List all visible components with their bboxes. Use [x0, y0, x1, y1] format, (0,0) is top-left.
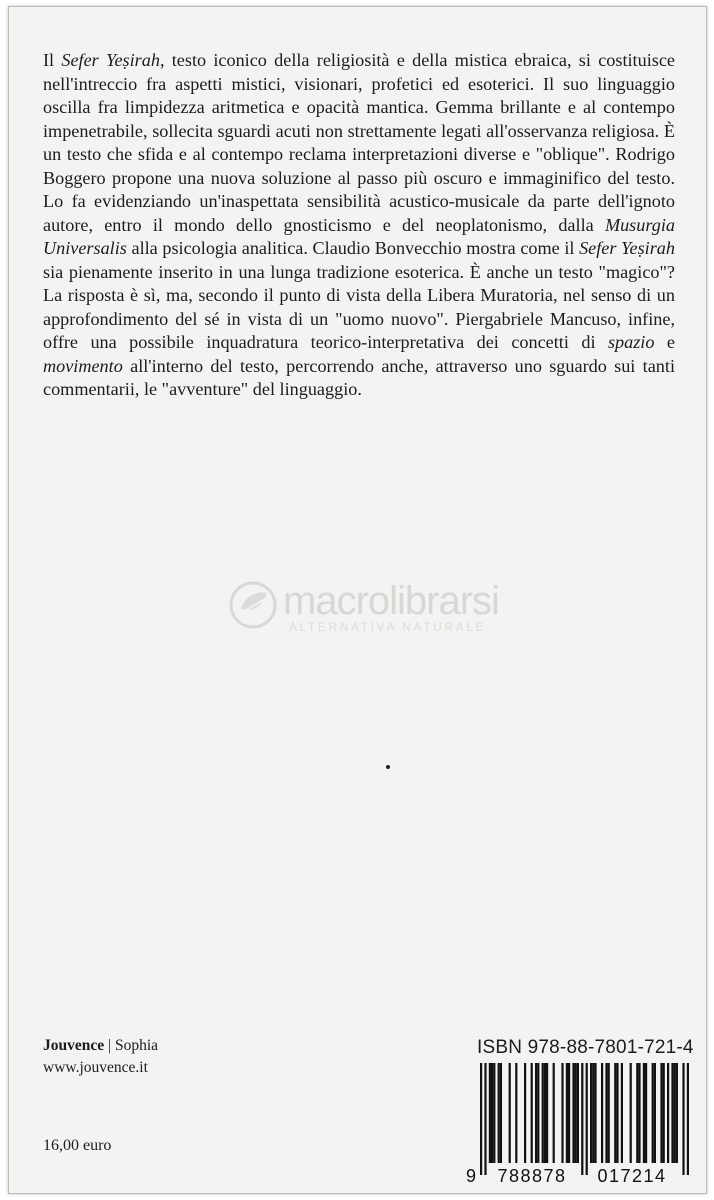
barcode-bar	[581, 1063, 583, 1175]
barcode-digit-first: 9	[466, 1166, 477, 1185]
blurb-text: all'interno del testo, percorrendo anche, attraverso uno sguardo sui tanti commentarii, le "avventure" del linguaggio.	[43, 355, 675, 399]
barcode-bar	[608, 1063, 610, 1163]
barcode-bar	[630, 1063, 632, 1163]
barcode-bar	[544, 1063, 546, 1163]
barcode-bar	[594, 1063, 596, 1163]
book-back-cover	[8, 6, 707, 1194]
barcode-bar	[489, 1063, 491, 1163]
printed-dot	[386, 765, 390, 769]
barcode-bar	[586, 1063, 588, 1175]
publisher-line	[43, 1035, 158, 1057]
blurb-text: e	[654, 332, 676, 352]
barcode-bar	[652, 1063, 654, 1163]
barcode-bar	[524, 1063, 526, 1163]
blurb-term: spazio	[607, 332, 655, 352]
barcode-bar	[484, 1063, 486, 1175]
barcode-bar	[491, 1063, 493, 1163]
barcode-bar	[636, 1063, 638, 1163]
barcode-bar	[687, 1063, 689, 1175]
barcode-bar	[654, 1063, 656, 1163]
barcode-bar	[515, 1063, 517, 1163]
blurb-text: sia pienamente inserito in una lunga tradizione esoterica. È anche un testo "magico"? La risposta è sì, ma, secondo il punto di vista della Libera Muratoria, nel senso di un approfondimento del sé in vista di un "uomo nuovo". Piergabriele Mancuso, infine, offre una possibile inquadratura teorico-interpretativa dei concetti di	[43, 261, 675, 352]
watermark-tagline: ALTERNATIVA NATURALE	[289, 620, 487, 634]
barcode-bar	[614, 1063, 616, 1163]
blurb-text: alla psicologia analitica. Claudio Bonvecchio mostra come il	[126, 238, 580, 258]
barcode-bar	[616, 1063, 618, 1163]
watermark	[227, 579, 527, 639]
barcode-graphic	[462, 1063, 698, 1185]
barcode-bar	[553, 1063, 555, 1163]
barcode-bar	[663, 1063, 665, 1163]
publisher-info	[43, 1035, 158, 1079]
barcode-bar	[645, 1063, 647, 1163]
barcode-digits-left: 788878	[497, 1166, 567, 1185]
cover-blurb	[43, 49, 675, 402]
barcode-bar	[498, 1063, 500, 1163]
barcode-bar	[531, 1063, 533, 1163]
barcode-bars	[480, 1063, 689, 1175]
barcode-bar	[682, 1063, 684, 1175]
barcode-bar	[566, 1063, 568, 1163]
barcode-bar	[577, 1063, 579, 1163]
barcode-bar	[667, 1063, 669, 1163]
blurb-title: Sefer Yeṣirah	[61, 50, 160, 70]
barcode-bar	[575, 1063, 577, 1163]
isbn-label: ISBN 978-88-7801-721-4	[477, 1037, 694, 1058]
barcode-bar	[572, 1063, 574, 1163]
publisher-separator: |	[104, 1037, 115, 1054]
barcode-bar	[621, 1063, 623, 1163]
barcode-bar	[671, 1063, 673, 1163]
barcode-bar	[493, 1063, 495, 1163]
barcode-bar	[568, 1063, 570, 1163]
barcode-bar	[542, 1063, 544, 1163]
publisher-website: www.jouvence.it	[43, 1059, 148, 1076]
barcode-bar	[546, 1063, 548, 1163]
barcode-bar	[561, 1063, 563, 1163]
barcode-bar	[601, 1063, 603, 1163]
publisher-name: Jouvence	[43, 1037, 105, 1054]
barcode-bar	[509, 1063, 511, 1163]
barcode-bar	[605, 1063, 607, 1163]
barcode-bar	[643, 1063, 645, 1163]
price: 16,00 euro	[43, 1137, 112, 1154]
blurb-text: , testo iconico della religiosità e della mistica ebraica, si costituisce nell'intreccio fra aspetti mistici, visionari, profetici ed esoterici. Il suo linguaggio oscilla fra limpidezza aritmetica e opacità mantica. Gemma brillante e al contempo impenetrabile, sollecita sguardi acuti non strettamente legati all'osservanza religiosa. È un testo che sfida e al contempo reclama interpretazioni diverse e "oblique". Rodrigo Boggero propone una nuova soluzione al passo più oscuro e immaginifico del testo. Lo fa evidenziando un'inaspettata sensibilità acustico-musicale da parte dell'ignoto autore, entro il mondo dello gnosticismo e del neoplatonismo, dalla	[43, 50, 675, 235]
barcode-bar	[537, 1063, 539, 1163]
blurb-paragraph	[43, 49, 675, 402]
blurb-term: movimento	[43, 355, 123, 376]
barcode-bar	[638, 1063, 640, 1163]
blurb-text: Il	[43, 50, 62, 70]
barcode-bar	[660, 1063, 662, 1163]
barcode-bar	[535, 1063, 537, 1163]
blurb-title: Sefer Yeṣirah	[579, 238, 675, 258]
barcode	[462, 1063, 698, 1185]
barcode-bar	[590, 1063, 592, 1163]
publisher-series: Sophia	[115, 1037, 159, 1054]
barcode-bar	[592, 1063, 594, 1163]
blurb-title: Musurgia Universalis	[43, 214, 675, 258]
barcode-bar	[480, 1063, 482, 1175]
watermark-name: macrolibrarsi	[283, 579, 499, 623]
macrolibrarsi-logo-icon	[227, 579, 279, 631]
barcode-bar	[500, 1063, 502, 1163]
barcode-bar	[674, 1063, 676, 1163]
barcode-bar	[676, 1063, 678, 1163]
barcode-digits-right: 017214	[597, 1166, 667, 1185]
